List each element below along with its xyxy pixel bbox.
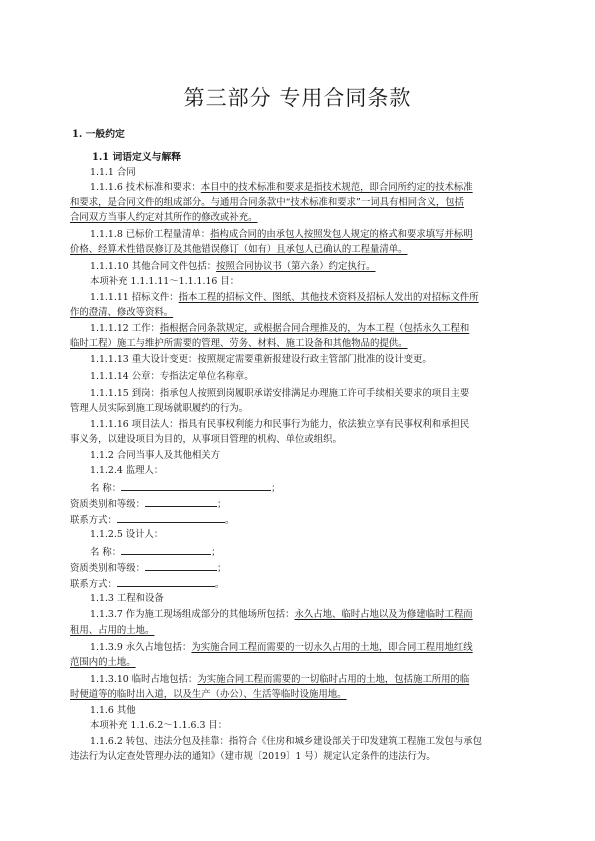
clause-1-1-1-6-cont: 合同双方当事人约定对其所作的修改或补充。 [70,212,258,223]
clause-1-1-1-11: 1.1.1.11 招标文件：指本工程的招标文件、图纸、其他技术资料及招标人发出的对招标文件所 [90,292,479,303]
section-heading-1-1: 1.1 词语定义与解释 [92,152,182,163]
designer-name-row: 名 称： ； [70,544,525,560]
supplement-note: 本项补充 1.1.1.11～1.1.1.16 目： [90,276,240,287]
clause-1-1-1-6: 1.1.1.6 技术标准和要求：本目中的技术标准和要求是指技术规范，即合同所约定的技术标准 [90,182,473,193]
supervisor-name-row: 名 称： ； [70,480,525,496]
clause-1-1-1-6-cont: 和要求，是合同文件的组成部分。与通用合同条款中“技术标准和要求”一词具有相同含义，包括 [70,197,464,208]
supervisor-name-blank [121,480,271,491]
clause-1-1-3: 1.1.3 工程和设备 [90,593,164,604]
clause-1-1-1-12: 1.1.1.12 工作：指根据合同条款规定，或根据合同合理推及的，为本工程（包括永久工程和 [90,323,470,334]
supervisor-qualification-row: 资质类别和等级： ； [70,496,525,512]
designer-name-blank [121,544,211,555]
supervisor-qualification-blank [145,496,217,507]
clause-1-1-3-7-cont: 租用、占用的土地。 [70,625,155,636]
clause-1-1-1-8-cont: 价格、经算术性错误修订及其他错误修订（如有）且承包人已确认的工程量清单。 [70,244,408,255]
clause-1-1-6: 1.1.6 其他 [90,705,136,716]
designer-qualification-row: 资质类别和等级： ； [70,560,525,576]
clause-1-1-2: 1.1.2 合同当事人及其他相关方 [90,450,220,461]
clause-1-1-1-16: 1.1.1.16 项目法人：指具有民事权利能力和民事行为能力，依法独立享有民事权利和承担民 [90,419,470,430]
clause-1-1-1-13: 1.1.1.13 重大设计变更：按照规定需要重新报建设行政主管部门批准的设计变更。 [90,354,432,365]
clause-1-1-3-10: 1.1.3.10 临时占地包括：为实施合同工程而需要的一切临时占用的土地，包括施工所用的临 [90,674,470,685]
supervisor-contact-row: 联系方式： 。 [70,512,525,528]
clause-1-1-1-10: 1.1.1.10 其他合同文件包括：按照合同协议书（第六条）约定执行。 [90,261,376,272]
designer-qualification-blank [145,560,217,571]
clause-1-1-2-5: 1.1.2.5 设计人： [90,529,164,540]
clause-1-1-1-15-cont: 管理人员实际到施工现场就职履约的行为。 [70,403,249,414]
clause-1-1-1-11-cont: 作的澄清、修改等资料。 [70,307,174,318]
clause-1-1-3-9-cont: 范围内的土地。 [70,657,136,668]
clause-1-1-1-16-cont: 事义务，以建设项目为目的，从事项目管理的机构、单位或组织。 [70,434,342,445]
supplement-note-2: 本项补充 1.1.6.2～1.1.6.3 目： [90,720,228,731]
page-title: 第三部分 专用合同条款 [183,86,412,110]
supervisor-contact-blank [117,512,225,523]
clause-1-1-6-2-cont: 违法行为认定查处管理办法的通知》（建市规〔2019〕1 号）规定认定条件的违法行为。 [70,751,436,762]
section-heading-1: 1. 一般约定 [72,129,125,140]
clause-1-1-1-8: 1.1.1.8 已标价工程量清单：指构成合同的由承包人按照发包人规定的格式和要求填写并标明 [90,229,473,240]
clause-1-1-1-14: 1.1.1.14 公章：专指法定单位名称章。 [90,371,254,382]
clause-1-1-1: 1.1.1 合同 [90,167,136,178]
designer-contact-row: 联系方式： 。 [70,576,525,592]
clause-1-1-3-10-cont: 时便道等的临时出入道，以及生产（办公）、生活等临时设施用地。 [70,689,347,700]
clause-1-1-2-4: 1.1.2.4 监理人： [90,465,164,476]
clause-1-1-3-9: 1.1.3.9 永久占地包括：为实施合同工程而需要的一切永久占用的土地，即合同工程用地红线 [90,642,473,653]
clause-1-1-1-12-cont: 临时工程）施工与维护所需要的管理、劳务、材料、施工设备和其他物品的提供。 [70,338,408,349]
clause-1-1-6-2: 1.1.6.2 转包、违法分包及挂靠：指符合《住房和城乡建设部关于印发建筑工程施工发包与承包 [90,736,483,747]
clause-1-1-1-15: 1.1.1.15 到岗：指承包人按照到岗履职承诺安排满足办理施工许可手续相关要求的项目主要 [90,388,470,399]
clause-1-1-3-7: 1.1.3.7 作为施工现场组成部分的其他场所包括：永久占地、临时占地以及为修建临时工程而 [90,609,473,620]
designer-contact-blank [117,576,215,587]
